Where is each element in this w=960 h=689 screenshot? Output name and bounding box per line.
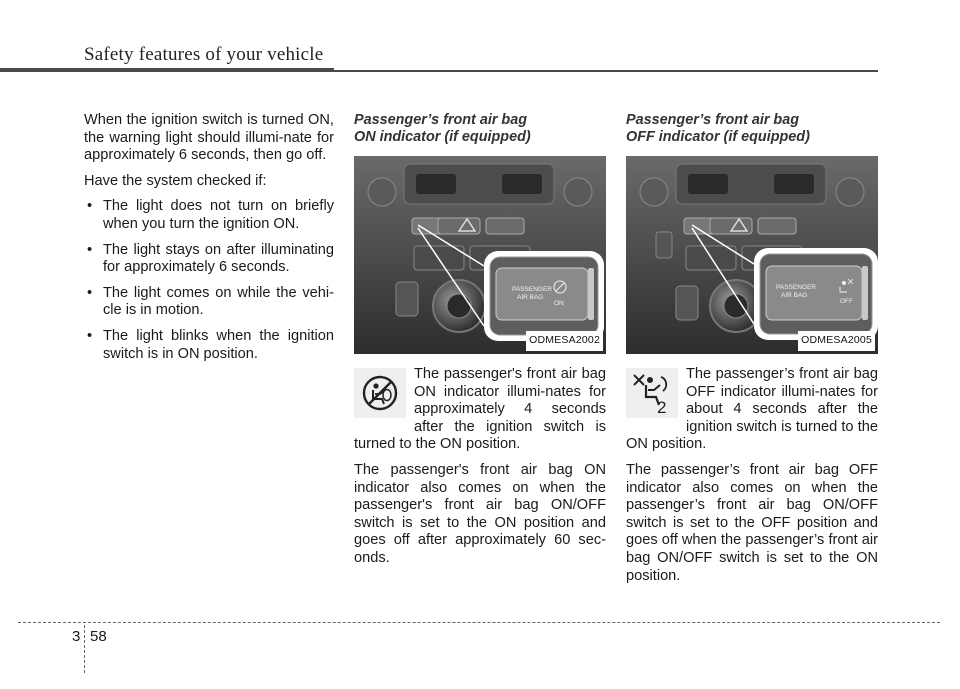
image-code: ODMESA2002 (526, 331, 603, 351)
heading-line: ON indicator (if equipped) (354, 129, 531, 145)
list-item-text: The light blinks when the ignition switch is in ON position. (103, 327, 334, 362)
list-item (84, 242, 334, 277)
on-indicator-paragraph-1: The passenger's front air bag ON indicator illumi-nates for approximately 4 seconds after the ignition switch is turned to the ON position. (354, 366, 606, 453)
column-off-indicator (626, 112, 878, 593)
bullet-icon: • (87, 284, 93, 301)
callout-state: ON (554, 300, 564, 307)
intro-paragraph: When the ignition switch is turned ON, the warning light should illumi-nate for approximately 6 seconds, then go off. (84, 112, 334, 164)
on-indicator-paragraph-2: The passenger's front air bag ON indicator also comes on when the passenger's front air bag ON/OFF switch is set to the ON position and goes off after approximately 60 sec-onds. (354, 461, 606, 566)
bullet-icon: • (87, 198, 93, 215)
bullet-icon: • (87, 241, 93, 258)
list-item-text: The light comes on while the vehi-cle is in motion. (103, 284, 334, 319)
heading-line: OFF indicator (if equipped) (626, 129, 810, 145)
page-header (0, 0, 960, 80)
dashboard-illustration (626, 156, 878, 354)
heading-line: Passenger’s front air bag (626, 112, 800, 128)
heading-line: Passenger’s front air bag (354, 112, 528, 128)
dashboard-photo-on (354, 156, 606, 354)
header-rule-thick (0, 68, 334, 72)
callout-state: OFF (840, 298, 853, 305)
list-item-text: The light does not turn on briefly when you turn the ignition ON. (103, 198, 334, 232)
list-item-text: The light stays on after illuminating for approximately 6 seconds. (103, 241, 334, 276)
dashboard-photo-off (626, 156, 878, 354)
dashboard-illustration (354, 156, 606, 354)
footer-rule (18, 622, 940, 623)
list-item (84, 198, 334, 233)
callout-label: AIR BAG (781, 292, 808, 299)
image-code: ODMESA2005 (798, 331, 875, 351)
list-item (84, 285, 334, 320)
callout-label: AIR BAG (517, 294, 544, 301)
page-number: 58 (90, 628, 107, 645)
indicator-description-on (354, 366, 606, 576)
callout-label: PASSENGER (776, 284, 816, 291)
section-heading-off (626, 112, 878, 146)
footer-divider (84, 625, 85, 673)
indicator-description-off (626, 366, 878, 593)
column-warning-light (84, 112, 334, 371)
check-list (84, 198, 334, 363)
column-on-indicator (354, 112, 606, 576)
section-heading-on (354, 112, 606, 146)
callout-label: PASSENGER (512, 286, 552, 293)
header-title: Safety features of your vehicle (84, 44, 324, 65)
list-item (84, 328, 334, 363)
bullet-icon: • (87, 327, 93, 344)
indicator-number: 2 (657, 398, 667, 415)
section-number: 3 (72, 628, 81, 645)
header-rule-thin (334, 70, 878, 72)
off-indicator-paragraph-1: The passenger’s front air bag OFF indicator illumi-nates for about 4 seconds after the ignition switch is turned to the ON position. (626, 366, 878, 453)
check-lead-paragraph: Have the system checked if: (84, 172, 267, 189)
airbag-on-indicator-icon (354, 368, 406, 418)
airbag-off-indicator-icon (626, 368, 678, 418)
off-indicator-paragraph-2: The passenger’s front air bag OFF indicator also comes on when the passenger’s front air bag ON/OFF switch is set to the OFF position and goes off when the passenger’s front air bag ON/OFF switch is set to the ON position. (626, 461, 878, 584)
